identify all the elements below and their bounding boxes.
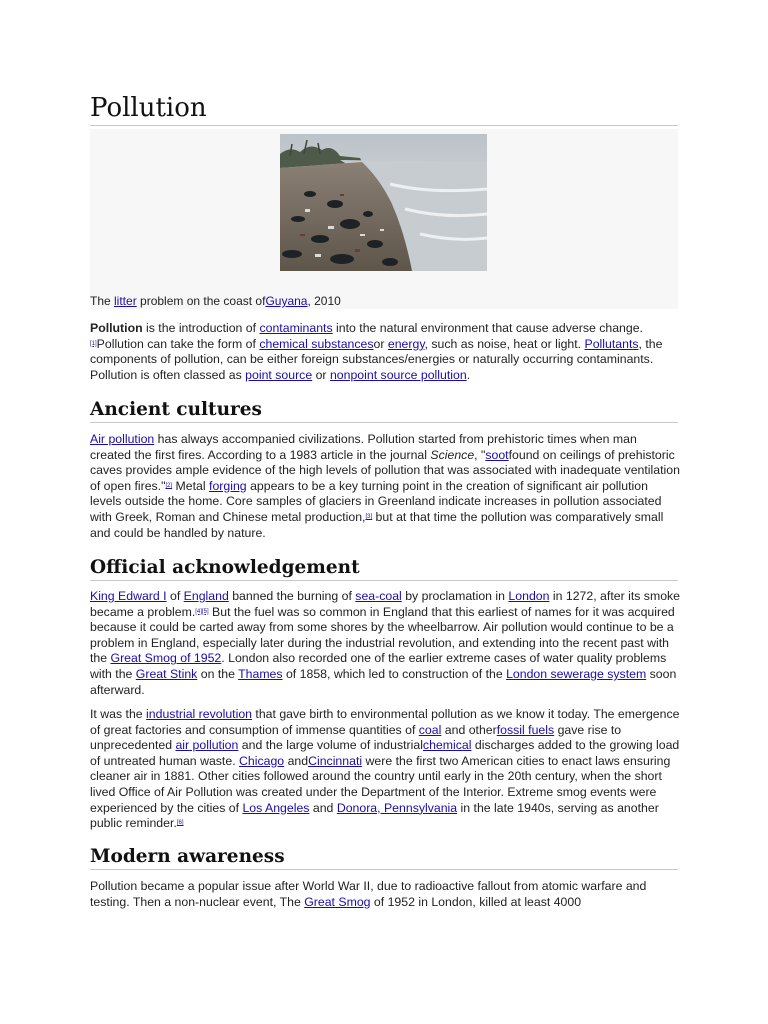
forging-link[interactable]: forging xyxy=(209,478,247,493)
industrial-revolution-link[interactable]: industrial revolution xyxy=(146,707,252,721)
official-paragraph-2: It was the industrial revolution that gave birth to environmental pollution as we know it today. The emergence of great factories and consumption of immense quantities of coal and otherfossil fuels gave rise to unprecedented air pollution and the large volume of industrialchemical discharges added to the growing load of untreated human waste. Chicago andCincinnati were the first two American cities to enact laws ensuring cleaner air in 1881. Other cities followed around the country until early in the 20th century, when the short lived Office of Air Pollution was created under the Department of the Interior. Extreme smog events were experienced by the cities of Los Angeles and Donora, Pennsylvania in the late 1940s, serving as another public reminder.[6] xyxy=(90,707,680,831)
ref-4-5[interactable]: [4][5] xyxy=(195,608,209,615)
cincinnati-link[interactable]: Cincinnati xyxy=(308,753,363,768)
ancient-paragraph: Air pollution has always accompanied civilizations. Pollution started from prehistoric times when man created the first fires. According to a 1983 article in the journal Science, "sootfound on ceilings of prehistoric caves provides ample evidence of the high levels of pollution that was associated with inadequate ventilation of open fires."[2] Metal forging appears to be a key turning point in the creation of significant air pollution levels outside the home. Core samples of glaciers in Greenland indicate increases in pollution associated with Greek, Roman and Chinese metal production,[3] but at that time the pollution was comparatively small and could be handled by nature. xyxy=(90,432,680,540)
contaminants-link[interactable]: contaminants xyxy=(259,321,333,335)
great-smog-link[interactable]: Great Smog xyxy=(304,894,371,909)
beach-litter-photo xyxy=(280,134,487,271)
soot-link[interactable]: soot xyxy=(485,447,509,462)
nonpoint-source-link[interactable]: nonpoint source pollution xyxy=(329,367,467,382)
london-sewerage-link[interactable]: London sewerage system xyxy=(506,666,647,681)
ref-3[interactable]: [3] xyxy=(365,513,373,520)
heading-modern-awareness: Modern awareness xyxy=(90,845,678,870)
intro-paragraph: Pollution is the introduction of contaminants into the natural environment that cause adverse change.[1]Pollution can take the form of chemical substancesor energy, such as noise, heat or light. Pollutants, the components of pollution, can be either foreign substances/energies or naturally occurring contaminants. Pollution is often classed as point source or nonpoint source pollution. xyxy=(90,321,663,382)
figure xyxy=(90,129,678,309)
guyana-link[interactable]: Guyana xyxy=(265,294,308,308)
chemical-link[interactable]: chemical xyxy=(422,738,472,753)
donora-link[interactable]: Donora, Pennsylvania xyxy=(336,800,458,815)
great-stink-link[interactable]: Great Stink xyxy=(135,666,198,681)
figure-caption: The litter problem on the coast ofGuyana, 2010 xyxy=(90,294,341,308)
point-source-link[interactable]: point source xyxy=(245,367,313,382)
litter-link[interactable]: litter xyxy=(114,294,137,308)
ref-1[interactable]: [1] xyxy=(90,340,97,347)
energy-link[interactable]: energy xyxy=(387,336,425,351)
heading-ancient-cultures: Ancient cultures xyxy=(90,398,678,423)
ref-2[interactable]: [2] xyxy=(165,482,173,489)
chicago-link[interactable]: Chicago xyxy=(239,753,285,768)
coal-link[interactable]: coal xyxy=(418,722,442,737)
ref-6[interactable]: [6] xyxy=(176,820,184,827)
official-paragraph-1: King Edward I of England banned the burning of sea-coal by proclamation in London in 1272, after its smoke became a problem.[4][5] But the fuel was so common in England that this earliest of names for it was acquired because it could be carted away from some shores by the wheelbarrow. Air pollution would continue to be a problem in England, especially later during the industrial revolution, and extending into the recent past with the Great Smog of 1952. London also recorded one of the earlier extreme cases of water quality problems with the Great Stink on the Thames of 1858, which led to construction of the London sewerage system soon afterward. xyxy=(90,589,681,697)
heading-official-acknowledgement: Official acknowledgement xyxy=(90,556,678,581)
air-pollution-link-2[interactable]: air pollution xyxy=(175,738,239,753)
modern-paragraph: Pollution became a popular issue after World War II, due to radioactive fallout from atomic warfare and testing. Then a non-nuclear event, The Great Smog of 1952 in London, killed at least 4000 xyxy=(90,879,647,909)
los-angeles-link[interactable]: Los Angeles xyxy=(242,800,310,815)
pollutants-link[interactable]: Pollutants xyxy=(584,336,639,351)
fossil-fuels-link[interactable]: fossil fuels xyxy=(496,722,555,737)
chemical-substances-link[interactable]: chemical substances xyxy=(259,336,374,351)
page-title: Pollution xyxy=(90,93,678,126)
england-link[interactable]: England xyxy=(183,589,229,603)
sea-coal-link[interactable]: sea-coal xyxy=(355,589,402,603)
air-pollution-link[interactable]: Air pollution xyxy=(90,432,155,446)
london-link[interactable]: London xyxy=(508,589,550,603)
king-edward-link[interactable]: King Edward I xyxy=(90,589,167,603)
thames-link[interactable]: Thames xyxy=(238,666,283,681)
great-smog-1952-link[interactable]: Great Smog of 1952 xyxy=(110,651,222,666)
